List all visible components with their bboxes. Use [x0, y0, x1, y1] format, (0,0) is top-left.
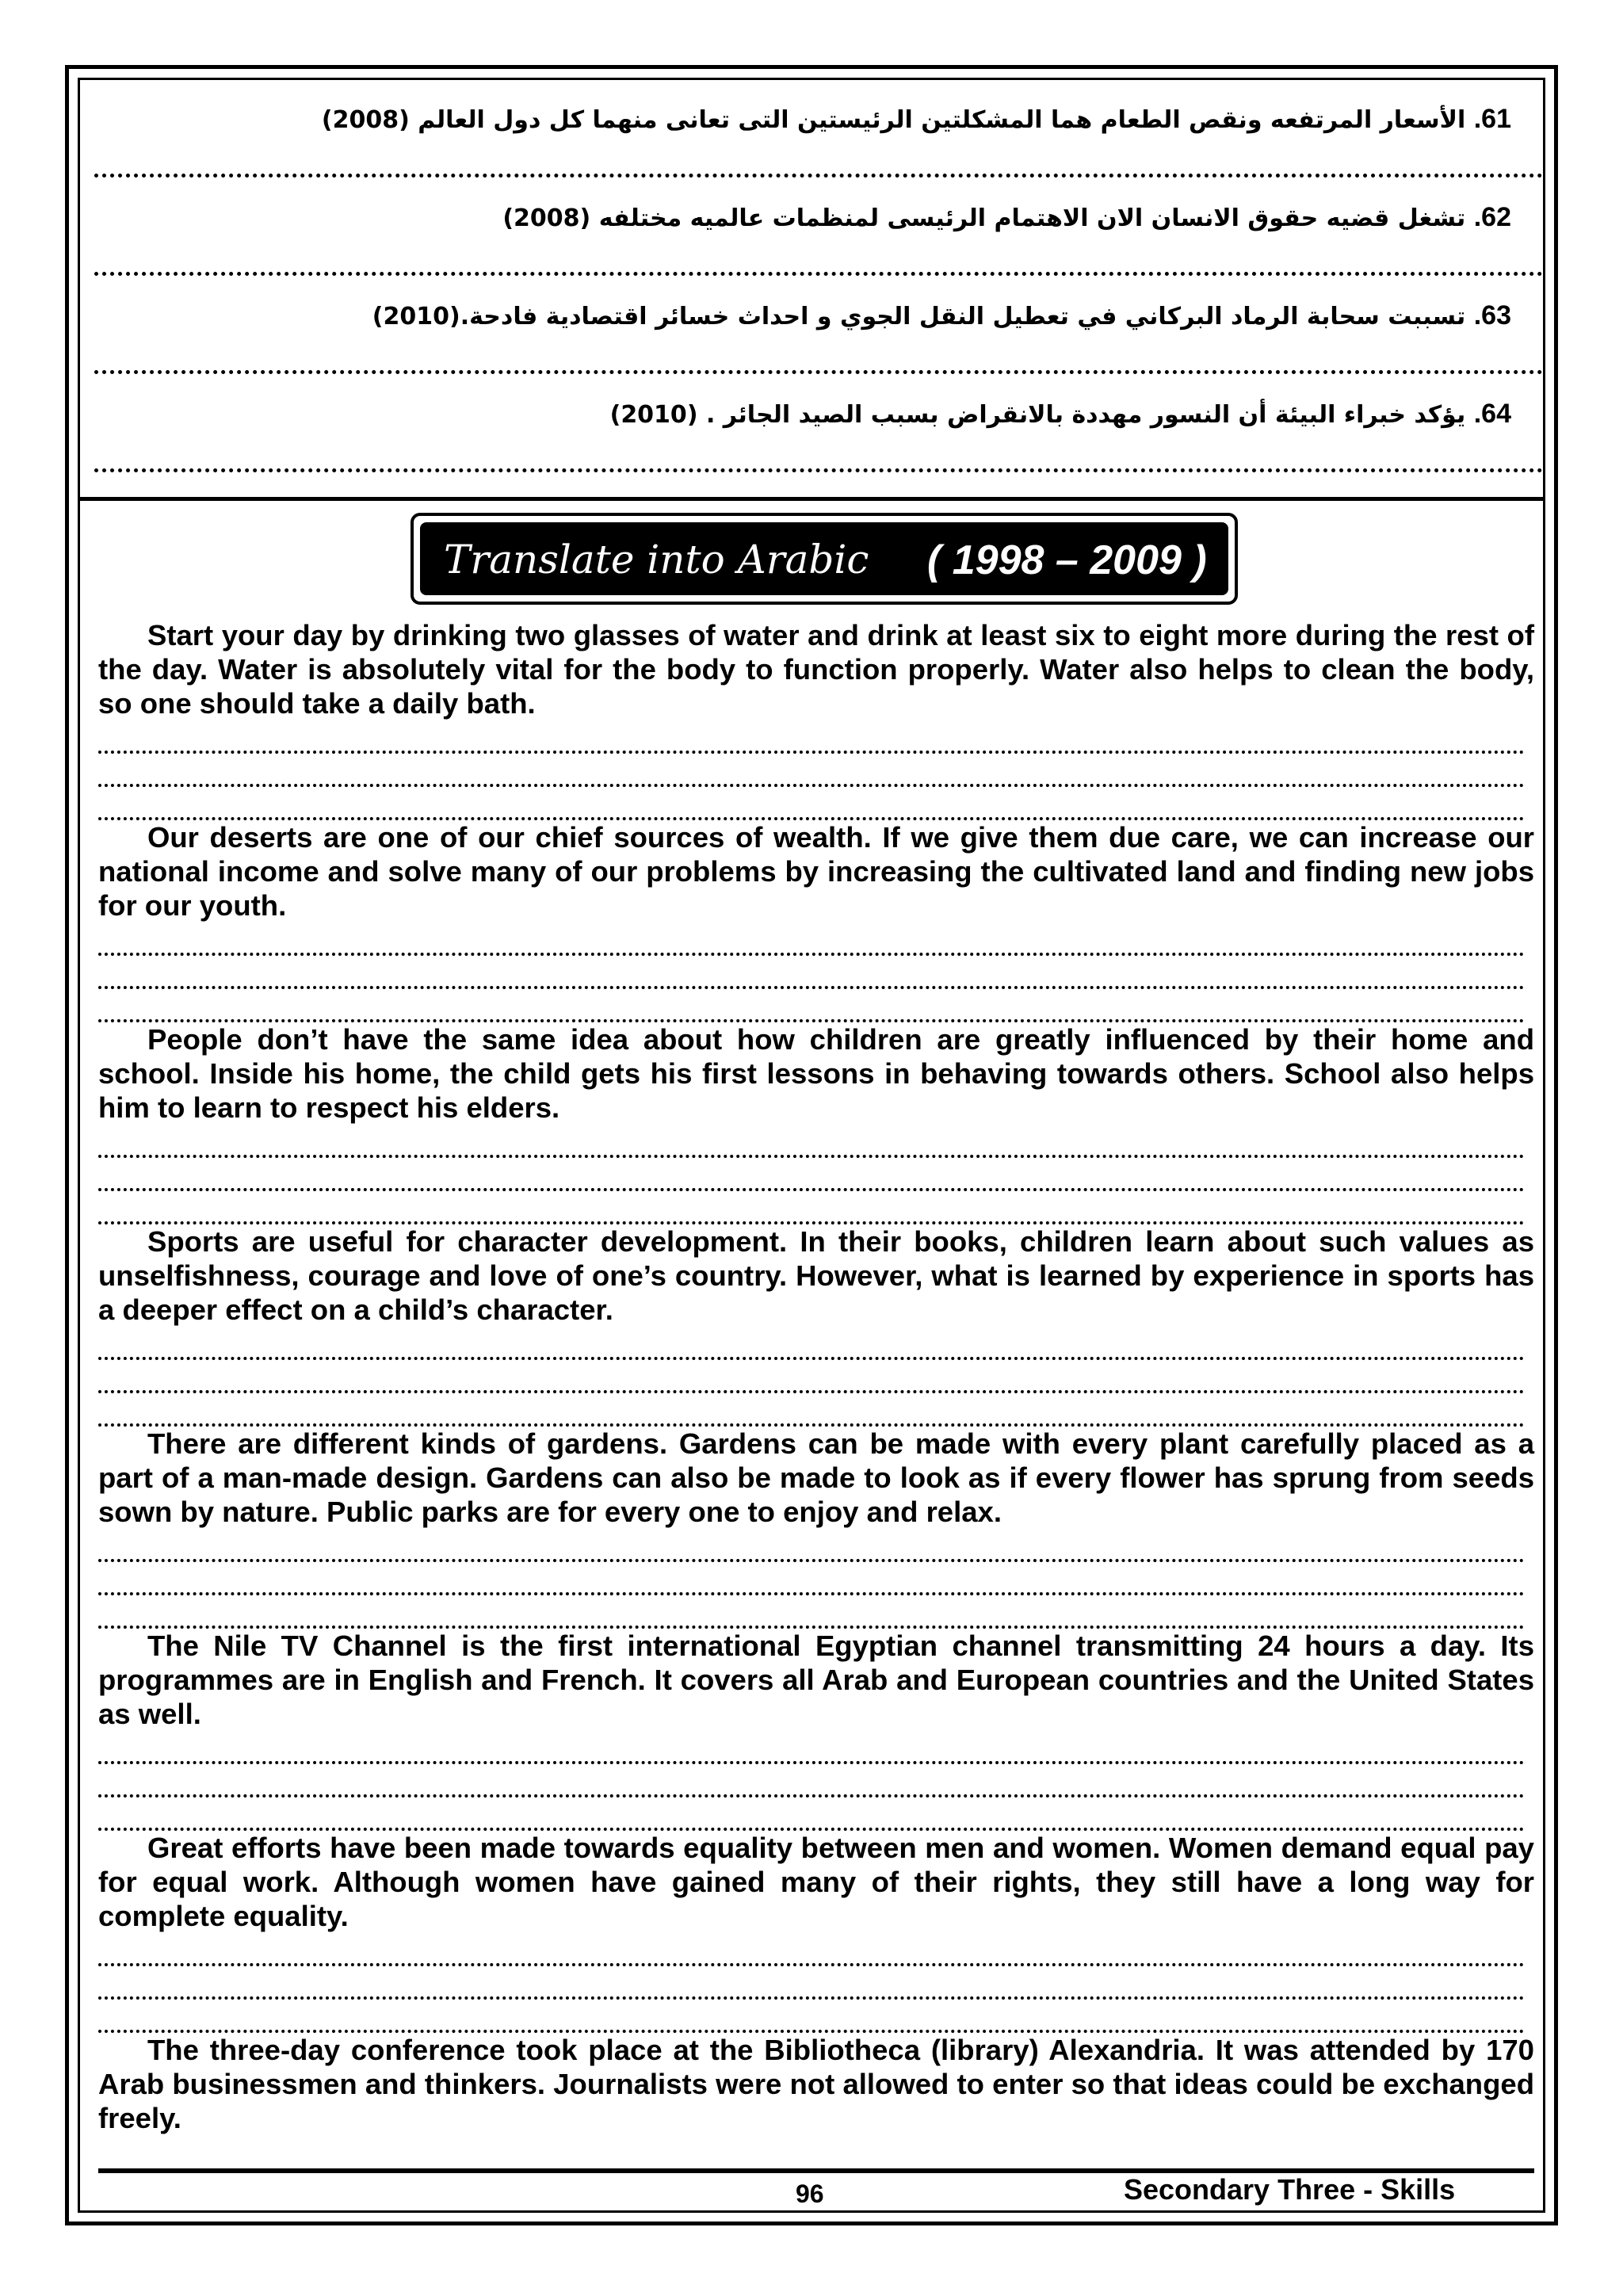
- answer-line[interactable]: [98, 1158, 1525, 1191]
- page-number: 96: [796, 2179, 824, 2208]
- answer-line[interactable]: [98, 720, 1525, 754]
- arabic-line: [322, 104, 1511, 135]
- arabic-sentences-section: [80, 80, 1543, 500]
- passage-text: Start your day by drinking two glasses of water and drink at least six to eight more during the rest of the day. Water is absolutely vital for the body to function properly. Water also helps to clean the body, so one should take a daily bath.: [98, 619, 1534, 720]
- answer-line[interactable]: [98, 1393, 1525, 1427]
- footer-label: Secondary Three - Skills: [1124, 2173, 1456, 2206]
- answer-line[interactable]: [94, 365, 1543, 374]
- passage: [98, 2033, 1534, 2135]
- answer-line[interactable]: [98, 1529, 1525, 1562]
- answer-line[interactable]: [98, 956, 1525, 989]
- answer-line[interactable]: [98, 923, 1525, 956]
- passage-text: The Nile TV Channel is the first international Egyptian channel transmitting 24 hours a day. Its programmes are in English and French. It covers all Arab and European countries and the United States as well.: [98, 1629, 1534, 1730]
- passage: [98, 1427, 1534, 1629]
- arabic-line: [610, 399, 1511, 430]
- answer-line[interactable]: [98, 1327, 1525, 1360]
- answer-line[interactable]: [98, 754, 1525, 787]
- answer-line[interactable]: [94, 267, 1543, 276]
- passage-text: Our deserts are one of our chief sources of wealth. If we give them due care, we can increase our national income and solve many of our problems by increasing the cultivated land and finding new jobs for our youth.: [98, 821, 1534, 922]
- answer-line[interactable]: [98, 1595, 1525, 1629]
- answer-line[interactable]: [98, 1764, 1525, 1797]
- passage: [98, 1224, 1534, 1427]
- passage: [98, 820, 1534, 1022]
- item-number: 63.: [1473, 300, 1511, 330]
- passage-text: Sports are useful for character development. In their books, children learn about such values as unselfishness, courage and love of one’s country. However, what is learned by experience in sports has a deeper effect on a child’s character.: [98, 1225, 1534, 1326]
- passage: [98, 618, 1534, 820]
- passage-text: The three-day conference took place at the Bibliotheca (library) Alexandria. It was attended by 170 Arab businessmen and thinkers. Journalists were not allowed to enter so that ideas could be exchanged freely.: [98, 2034, 1534, 2134]
- answer-line[interactable]: [98, 1360, 1525, 1393]
- answer-line[interactable]: [98, 1191, 1525, 1224]
- passage: [98, 1022, 1534, 1224]
- passage: [98, 1629, 1534, 1831]
- answer-line[interactable]: [98, 1797, 1525, 1831]
- heading-banner: [420, 522, 1228, 595]
- arabic-sentence: تشغل قضيه حقوق الانسان الان الاهتمام الرئيسى لمنظمات عالميه مختلفه (2008): [502, 204, 1466, 232]
- answer-line[interactable]: [98, 1731, 1525, 1764]
- passage: [98, 1831, 1534, 2033]
- heading-title: Translate into Arabic: [444, 537, 869, 583]
- answer-line[interactable]: [98, 2000, 1525, 2033]
- passage-text: Great efforts have been made towards equality between men and women. Women demand equal pay for equal work. Although women have gained many of their rights, they still have a long way for complete equality.: [98, 1832, 1534, 1932]
- section-heading: [411, 513, 1238, 605]
- arabic-item: [80, 277, 1543, 375]
- answer-line[interactable]: [98, 1933, 1525, 1966]
- arabic-line: [502, 202, 1511, 233]
- section-divider: [80, 497, 1543, 501]
- arabic-sentence: تسببت سحابة الرماد البركاني في تعطيل النقل الجوي و احداث خسائر اقتصادية فادحة.(2010): [372, 303, 1466, 330]
- answer-line[interactable]: [98, 1966, 1525, 2000]
- arabic-item: [80, 80, 1543, 178]
- passage-text: There are different kinds of gardens. Gardens can be made with every plant carefully placed as a part of a man-made design. Gardens can also be made to look as if every flower has sprung from seeds sown by nature. Public parks are for every one to enjoy and relax.: [98, 1427, 1534, 1528]
- item-number: 62.: [1473, 202, 1511, 232]
- answer-line[interactable]: [98, 1562, 1525, 1595]
- arabic-item: [80, 375, 1543, 473]
- answer-line[interactable]: [94, 169, 1543, 178]
- answer-line[interactable]: [98, 989, 1525, 1022]
- arabic-item: [80, 178, 1543, 277]
- answer-line[interactable]: [98, 787, 1525, 820]
- answer-line[interactable]: [94, 464, 1543, 472]
- answer-line[interactable]: [98, 1125, 1525, 1158]
- item-number: 61.: [1473, 104, 1511, 134]
- arabic-sentence: يؤكد خبراء البيئة أن النسور مهددة بالانقراض بسبب الصيد الجائر . (2010): [609, 401, 1466, 429]
- arabic-sentence: الأسعار المرتفعه ونقص الطعام هما المشكلتين الرئيستين التى تعانى منهما كل دول العالم (2008): [321, 106, 1466, 134]
- arabic-line: [372, 300, 1511, 331]
- passages-list: [98, 618, 1534, 2135]
- passage-text: People don’t have the same idea about how children are greatly influenced by their home and school. Inside his home, the child gets his first lessons in behaving towards others. School also helps him to learn to respect his elders.: [98, 1023, 1534, 1124]
- item-number: 64.: [1473, 399, 1511, 429]
- heading-years: ( 1998 – 2009 ): [927, 537, 1207, 583]
